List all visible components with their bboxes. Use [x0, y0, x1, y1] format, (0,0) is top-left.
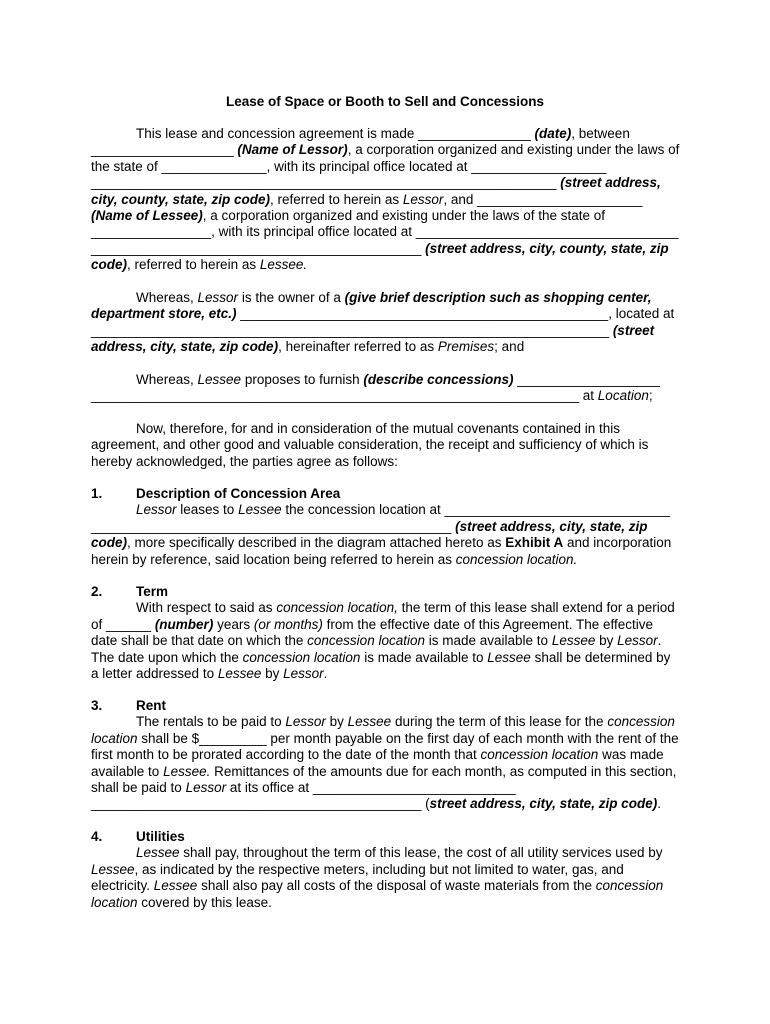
section-3-heading [91, 698, 681, 714]
text-run: shall pay, throughout the term of this lease, the cost of all utility services used by [179, 845, 663, 861]
text-run: and incorporation herein by reference, said location being referred to herein as [91, 535, 672, 567]
text-run: Lessee [197, 372, 242, 387]
text-run: Lessee [487, 649, 531, 665]
section-3-title: Rent [136, 698, 166, 713]
text-run: Lessee [153, 878, 198, 894]
section-3 [91, 698, 681, 813]
section-1-body [91, 502, 681, 568]
text-run: Lessor [617, 633, 658, 649]
text-run: Lessor [197, 290, 239, 305]
text-run: , a corporation organized and existing under the laws of the state of ______________, with its principal office located at __________________ ______________________________________________________________ [91, 142, 680, 191]
document-title: Lease of Space or Booth to Sell and Concessions [225, 94, 545, 109]
text-run: by [595, 633, 618, 649]
text-run: With respect to said as [136, 600, 277, 616]
text-run: leases to [176, 502, 239, 518]
text-run: Lessee [347, 714, 392, 730]
section-1-title: Description of Concession Area [136, 486, 341, 501]
text-run: years [213, 616, 254, 632]
section-1 [91, 486, 681, 568]
text-run: Lessee [217, 666, 262, 682]
text-run: is the owner of a [238, 290, 345, 305]
text-run: (street address, city, county, state, zip code) [91, 175, 661, 207]
whereas-lessor-text [91, 290, 681, 356]
section-3-body [91, 714, 681, 812]
text-run: , referred to herein as [127, 257, 260, 273]
text-run: , between ___________________ [91, 126, 630, 158]
text-run: Lessee. [259, 257, 308, 273]
text-run: Lessee [91, 861, 135, 877]
section-2 [91, 584, 681, 682]
section-2-heading [91, 584, 681, 600]
text-run: , more specifically described in the diagram attached hereto as [127, 535, 506, 551]
text-run: Lessee [136, 845, 180, 861]
text-run: concession location [307, 633, 425, 649]
text-run: shall also pay all costs of the disposal of waste materials from the [197, 878, 596, 894]
now-therefore-paragraph [91, 421, 681, 470]
text-run: (Name of Lessee) [91, 208, 203, 224]
text-run: Remittances of the amounts due for each month, as computed in this section, shall be paid to [91, 763, 677, 796]
text-run: during the term of this lease for the [391, 714, 608, 730]
text-run: Lessor [136, 502, 177, 518]
text-run: Lessor [283, 666, 324, 682]
text-run: (describe concessions) [363, 372, 514, 387]
text-run: Location [597, 388, 649, 404]
text-run: _________________________________________________, located at _____________________________________________________________________ [91, 306, 675, 338]
text-run: . [657, 796, 661, 812]
text-run: , as indicated by the respective meters, including but not limited to water, gas, and electricity. [91, 861, 624, 894]
text-run: (or months) [253, 616, 323, 632]
text-run: . The date upon which the [91, 633, 662, 665]
text-run: (give brief description such as shopping center, department store, etc.) [91, 290, 652, 322]
text-run: (street address, city, state, zip code) [91, 518, 648, 551]
text-run: , a corporation organized and existing under the laws of the state of ________________, with its principal office located at ___________________________________ ____________________________________________ [91, 208, 679, 256]
section-4-number: 4. [91, 829, 103, 844]
whereas-lessee-text [91, 372, 681, 405]
text-run: (number) [154, 616, 214, 632]
text-run: This lease and concession agreement is made _______________ [136, 126, 535, 141]
text-run: The rentals to be paid to [136, 714, 286, 730]
text-run: , hereinafter referred to as [278, 339, 438, 355]
section-4 [91, 829, 681, 911]
text-run: ___________________ _________________________________________________________________ at [91, 372, 660, 404]
section-1-heading [91, 486, 681, 502]
text-run: the term of this lease shall extend for a period of ______ [91, 600, 675, 632]
text-run: Lessee [551, 633, 596, 649]
text-run: from the effective date of this Agreement. The effective date shall be that date on which the [91, 616, 654, 649]
section-3-number: 3. [91, 698, 103, 713]
preamble-text [91, 126, 681, 274]
text-run: concession location, [276, 600, 398, 616]
whereas-lessor-paragraph [91, 290, 681, 356]
text-run: Now, therefore, for and in consideration of the mutual covenants contained in this agreement, and other good and valuable consideration, the receipt and sufficiency of which is hereby acknowledged, the parties agree as follows: [91, 421, 649, 469]
section-2-title: Term [136, 584, 169, 599]
section-2-number: 2. [91, 584, 103, 599]
whereas-lessee-paragraph [91, 372, 681, 405]
text-run: by [261, 666, 284, 682]
section-1-number: 1. [91, 486, 103, 501]
text-run: (date) [534, 126, 572, 141]
text-run: was made available to [91, 747, 664, 779]
text-run: covered by this lease. [137, 894, 272, 910]
text-run: Lessee. [163, 763, 211, 779]
preamble-paragraph [91, 126, 681, 274]
text-run: concession location [242, 649, 361, 665]
text-run: Lessor [285, 714, 326, 730]
section-4-heading [91, 829, 681, 845]
text-run: Lessor [185, 780, 227, 796]
text-run: is made available to [360, 649, 488, 665]
text-run: Lessee [238, 502, 282, 518]
text-run: , and ______________________ [443, 191, 643, 207]
text-run: by [325, 714, 348, 730]
text-run: Whereas, [136, 290, 198, 305]
text-run: . [323, 666, 328, 682]
text-run: shall be $_________ per month payable on the first day of each month with the rent of the first month to be prorated according to the date of the month that [91, 730, 679, 763]
text-run: shall be determined by a letter addressed to [91, 649, 671, 682]
text-run: Exhibit A [505, 535, 564, 551]
now-therefore-text [91, 421, 681, 470]
text-run: ; [648, 388, 653, 404]
text-run: ; and [494, 339, 525, 355]
text-run: , referred to herein as [270, 191, 403, 207]
text-run: concession location [91, 714, 675, 746]
text-run: (Name of Lessor) [237, 142, 348, 158]
text-run: proposes to furnish [241, 372, 364, 387]
text-run: concession location [91, 878, 664, 910]
section-4-title: Utilities [136, 829, 185, 844]
text-run: concession location. [455, 551, 578, 567]
text-run: (street address, city, state, zip code) [91, 322, 655, 355]
text-run: street address, city, state, zip code) [429, 796, 658, 812]
text-run: Whereas, [136, 372, 198, 387]
text-run: concession location [480, 747, 599, 763]
section-4-body [91, 845, 681, 911]
text-run: the concession location at ______________________________ ________________________________________________ [91, 502, 670, 534]
text-run: Lessor [402, 191, 444, 207]
section-2-body [91, 600, 681, 682]
text-run: (street address, city, county, state, zip code) [91, 240, 669, 273]
text-run: Premises [437, 339, 495, 355]
text-run: is made available to [424, 633, 552, 649]
text-run: at its office at ___________________________ ____________________________________________ ( [91, 780, 516, 812]
